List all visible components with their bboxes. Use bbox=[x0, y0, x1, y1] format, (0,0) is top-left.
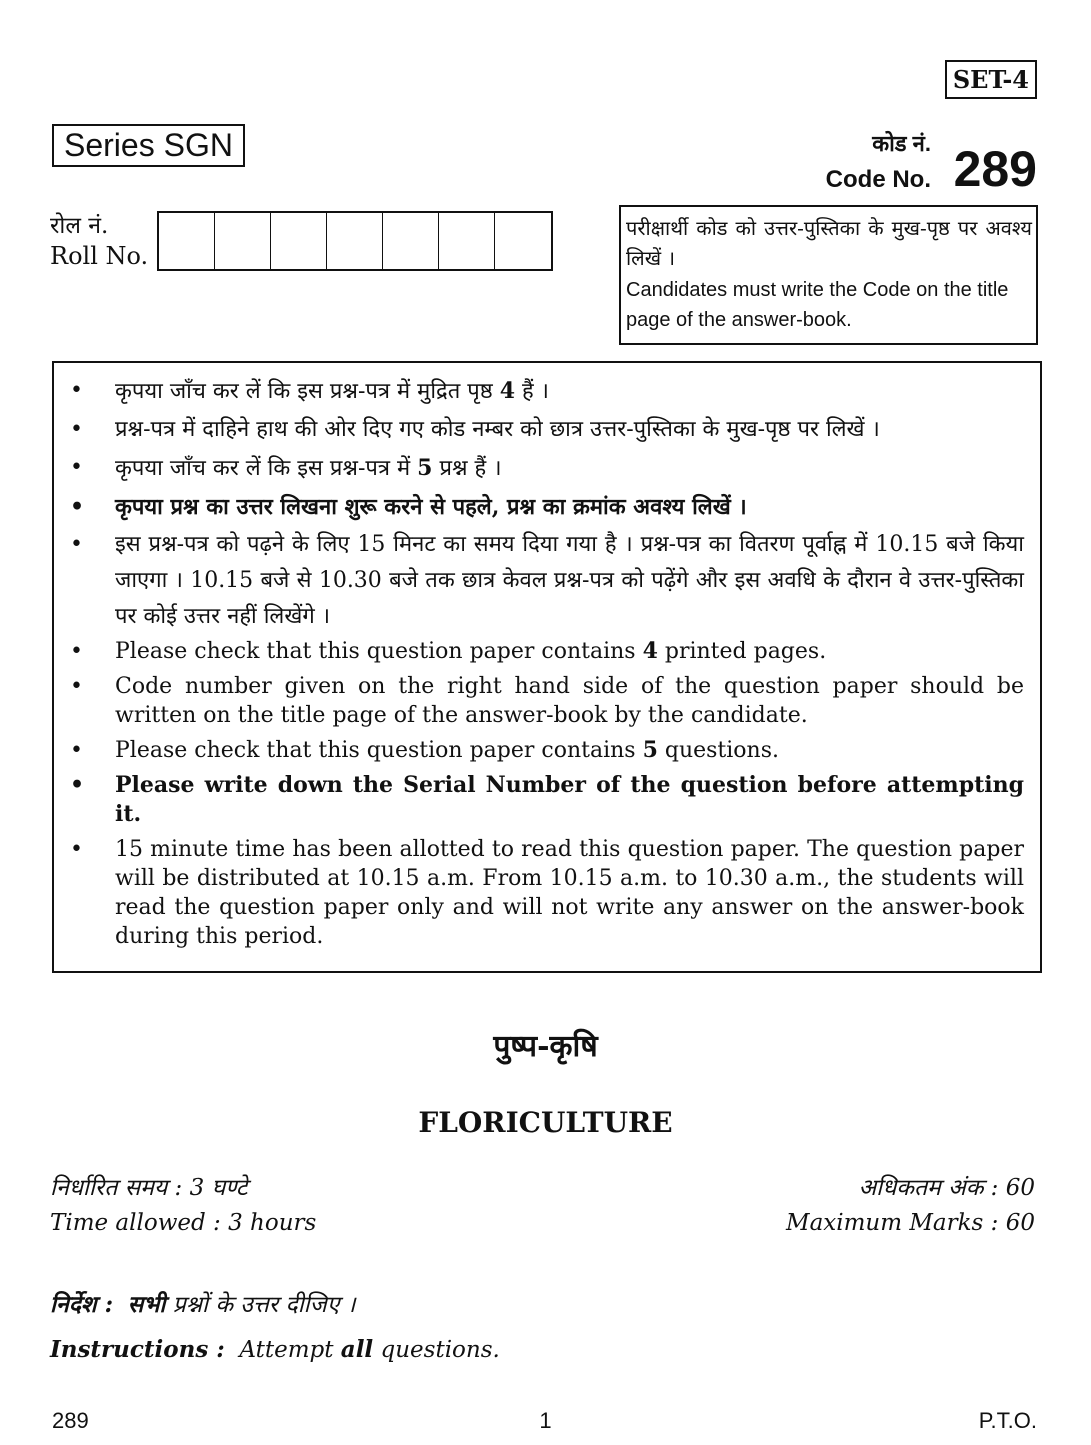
directions-hindi-label: निर्देश : bbox=[50, 1291, 114, 1318]
candidate-note-box bbox=[619, 205, 1038, 345]
instruction-item bbox=[115, 672, 1024, 730]
subject-title-english: FLORICULTURE bbox=[418, 1106, 673, 1139]
instruction-text: प्रश्न-पत्र में दाहिने हाथ की ओर दिए गए कोड नम्बर को छात्र उत्तर-पुस्तिका के मुख-पृष्ठ पर लिखें । bbox=[115, 417, 880, 442]
code-number: 289 bbox=[953, 141, 1037, 197]
roll-number-box[interactable] bbox=[271, 213, 327, 269]
roll-number-boxes[interactable] bbox=[157, 211, 553, 271]
instruction-text: Please write down the Serial Number of the question before attempting it. bbox=[115, 772, 1024, 827]
instruction-list bbox=[54, 363, 1040, 951]
roll-number-box[interactable] bbox=[495, 213, 551, 269]
instruction-item bbox=[115, 373, 1024, 410]
instruction-emphasis: 5 bbox=[642, 737, 658, 763]
instruction-text-end: प्रश्न हैं । bbox=[432, 456, 502, 481]
footer-page-number: 1 bbox=[539, 1408, 552, 1433]
subject-title-hindi: पुष्प-कृषि bbox=[493, 1029, 598, 1064]
series-label: Series SGN bbox=[52, 124, 245, 167]
instruction-text: कृपया जाँच कर लें कि इस प्रश्न-पत्र में मुद्रित पृष्ठ bbox=[115, 379, 500, 404]
instruction-text-end: हैं । bbox=[515, 379, 550, 404]
roll-number-box[interactable] bbox=[383, 213, 439, 269]
directions-english-pre: Attempt bbox=[239, 1337, 341, 1363]
directions-english-label: Instructions : bbox=[50, 1336, 225, 1363]
instruction-item bbox=[115, 771, 1024, 829]
instruction-text: Please check that this question paper contains bbox=[115, 639, 643, 664]
instruction-text: कृपया प्रश्न का उत्तर लिखना शुरू करने से पहले, प्रश्न का क्रमांक अवश्य लिखें । bbox=[115, 494, 747, 520]
maximum-marks-english: Maximum Marks : 60 bbox=[786, 1210, 1035, 1236]
footer-code: 289 bbox=[52, 1408, 89, 1433]
instruction-text: इस प्रश्न-पत्र को पढ़ने के लिए 15 मिनट का समय दिया गया है । प्रश्न-पत्र का वितरण पूर्वाह्न में 10.15 बजे किया जाएगा । 10.15 बजे से 10.30 बजे तक छात्र केवल प्रश्न-पत्र को पढ़ेंगे और इस अवधि के दौरान वे उत्तर-पुस्तिका पर कोई उत्तर नहीं लिखेंगे । bbox=[115, 532, 1024, 629]
instruction-item bbox=[115, 637, 1024, 666]
instruction-item bbox=[115, 835, 1024, 951]
time-allowed-english: Time allowed : 3 hours bbox=[50, 1210, 317, 1236]
footer-pto: P.T.O. bbox=[978, 1408, 1037, 1433]
set-badge: SET-4 bbox=[945, 60, 1037, 99]
roll-number-box[interactable] bbox=[439, 213, 495, 269]
instruction-emphasis: 4 bbox=[499, 378, 515, 404]
roll-number-box[interactable] bbox=[327, 213, 383, 269]
code-label-hindi: कोड नं. bbox=[872, 131, 931, 156]
instruction-item bbox=[115, 736, 1024, 765]
instruction-text: कृपया जाँच कर लें कि इस प्रश्न-पत्र में bbox=[115, 456, 418, 481]
roll-number-box[interactable] bbox=[159, 213, 215, 269]
instruction-item bbox=[115, 489, 1024, 525]
instruction-emphasis: 4 bbox=[642, 638, 658, 664]
instruction-item bbox=[115, 450, 1024, 487]
directions-english-post: questions. bbox=[373, 1337, 500, 1363]
code-label-english: Code No. bbox=[825, 166, 931, 193]
directions-english-emphasis: all bbox=[340, 1336, 374, 1363]
general-instructions-box bbox=[52, 361, 1042, 973]
instruction-text: 15 minute time has been allotted to read this question paper. The question paper will be distributed at 10.15 a.m. From 10.15 a.m. to 10.30 a.m., the students will read the question paper only and will not write any answer on the answer-book during this period. bbox=[115, 837, 1024, 949]
instruction-text: Please check that this question paper contains bbox=[115, 738, 643, 763]
directions-hindi-emphasis: सभी bbox=[127, 1291, 166, 1318]
instruction-item bbox=[115, 527, 1024, 635]
directions-english bbox=[50, 1336, 500, 1363]
roll-number-box[interactable] bbox=[215, 213, 271, 269]
instruction-item bbox=[115, 412, 1024, 448]
maximum-marks-hindi: अधिकतम अंक : 60 bbox=[858, 1175, 1035, 1201]
instruction-text: Code number given on the right hand side of the question paper should be written on the title page of the answer-book by the candidate. bbox=[115, 674, 1024, 728]
directions-hindi bbox=[50, 1287, 355, 1319]
roll-label-hindi: रोल नं. bbox=[50, 213, 109, 239]
roll-label-english: Roll No. bbox=[50, 242, 149, 270]
time-allowed-hindi: निर्धारित समय : 3 घण्टे bbox=[50, 1175, 248, 1201]
instruction-text-end: questions. bbox=[657, 738, 780, 763]
directions-hindi-text: प्रश्नों के उत्तर दीजिए । bbox=[165, 1292, 356, 1318]
instruction-emphasis: 5 bbox=[417, 455, 433, 481]
candidate-note-hindi: परीक्षार्थी कोड को उत्तर-पुस्तिका के मुख-पृष्ठ पर अवश्य लिखें । bbox=[626, 216, 1032, 270]
instruction-text-end: printed pages. bbox=[657, 639, 827, 664]
candidate-note-english: Candidates must write the Code on the title page of the answer-book. bbox=[626, 279, 1009, 331]
